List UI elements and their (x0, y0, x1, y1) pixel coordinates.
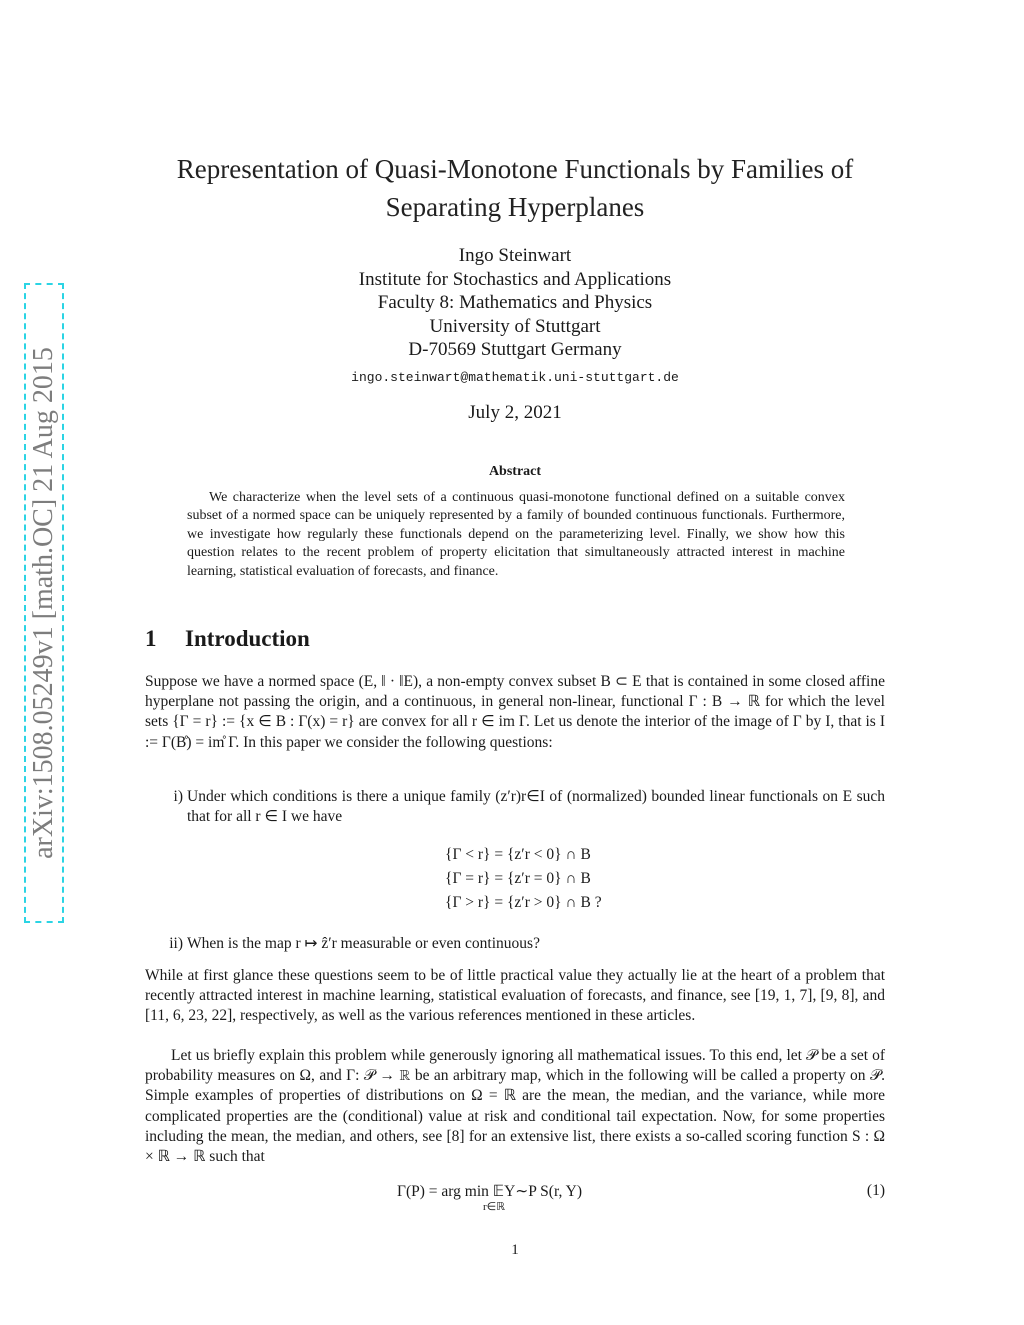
display-equation-subscript: r∈ℝ (483, 1201, 505, 1213)
equation-line-2: {Γ = r} = {z′r = 0} ∩ B (445, 870, 591, 887)
author-name: Ingo Steinwart (458, 245, 572, 266)
level-set-equations (445, 843, 685, 915)
abstract-heading: Abstract (488, 464, 542, 479)
author-block (145, 244, 885, 389)
question-item-2 (145, 934, 885, 954)
intro-paragraph-2: While at first glance these questions seem to be of little practical value they actually lie at the heart of a problem that recently attracted interest in machine learning, statistical evaluation of forecasts, and finance, see [19, 1, 7], [9, 8], and [11, 6, 23, 22], respectively, as well as the various references mentioned in these articles. (145, 967, 885, 1025)
question-item-1 (145, 787, 885, 827)
display-equation-body: Γ(P) = arg min 𝔼Y∼P S(r, Y) (397, 1183, 583, 1200)
paper-date: July 2, 2021 (468, 402, 562, 423)
intro-paragraph-1: Suppose we have a normed space (E, ‖ · ‖E), a non-empty convex subset B ⊂ E that is contained in some closed affine hyperplane not passing the origin, and a continuous, in general non-linear, functional Γ : B → ℝ for which the level sets {Γ = r} := {x ∈ B : Γ(x) = r} are convex for all r ∈ im Γ. Let us denote the interior of the image of Γ by I, that is I := Γ(B̊) = im̊ Γ. In this paper we consider the following questions: (145, 673, 885, 751)
author-email: ingo.steinwart@mathematik.uni-stuttgart.de (351, 369, 679, 385)
author-affiliation-1: Institute for Stochastics and Applications (358, 268, 672, 290)
author-affiliation-4: D-70569 Stuttgart Germany (408, 339, 622, 360)
question-item-1-text: Under which conditions is there a unique family (z′r)r∈I of (normalized) bounded linear functionals on E such that for all r ∈ I we have (187, 788, 885, 826)
paper-title (145, 150, 885, 226)
author-affiliation-2: Faculty 8: Mathematics and Physics (377, 292, 653, 313)
equation-line-1: {Γ < r} = {z′r < 0} ∩ B (445, 846, 591, 863)
arxiv-stamp (24, 283, 64, 923)
intro-paragraph-3: Let us briefly explain this problem while generously ignoring all mathematical issues. To this end, let 𝒫 be a set of probability measures on Ω, and Γ: 𝒫 → ℝ be an arbitrary map, which in the following will be called a property on 𝒫. Simple examples of properties of distributions on Ω = ℝ are the mean, the median, and the variance, while more complicated properties are the (conditional) value at risk and conditional tail expectation. Now, for some properties including the mean, the median, and others, see [8] for an extensive list, there exists a so-called scoring function S : Ω × ℝ → ℝ such that (145, 1047, 885, 1166)
display-equation-1 (145, 1182, 885, 1222)
equation-line-3: {Γ > r} = {z′r > 0} ∩ B ? (445, 894, 602, 911)
section-number: 1 (145, 626, 157, 651)
paper-title-line-2: Separating Hyperplanes (385, 192, 645, 222)
page-number: 1 (511, 1242, 519, 1258)
equation-number: (1) (866, 1182, 885, 1199)
question-item-2-label: ii) (169, 935, 183, 952)
question-item-2-text: When is the map r ↦ ẑ′r measurable or even continuous? (187, 935, 540, 952)
question-item-1-label: i) (173, 788, 183, 805)
section-heading (145, 626, 885, 652)
section-title: Introduction (185, 626, 310, 651)
author-affiliation-3: University of Stuttgart (429, 315, 601, 337)
paper-title-line-1: Representation of Quasi-Monotone Functionals by Families of (176, 154, 854, 184)
abstract-text: We characterize when the level sets of a continuous quasi-monotone functional defined on a suitable convex subset of a normed space can be uniquely represented by a family of bounded continuous functionals. Furthermore, we investigate how regularly these functionals depend on the parameterizing level. Finally, we show how this question relates to the recent problem of property elicitation that simultaneously attracted interest in machine learning, statistical evaluation of forecasts, and finance. (187, 490, 845, 579)
arxiv-stamp-text: arXiv:1508.05249v1 [math.OC] 21 Aug 2015 (28, 347, 59, 859)
